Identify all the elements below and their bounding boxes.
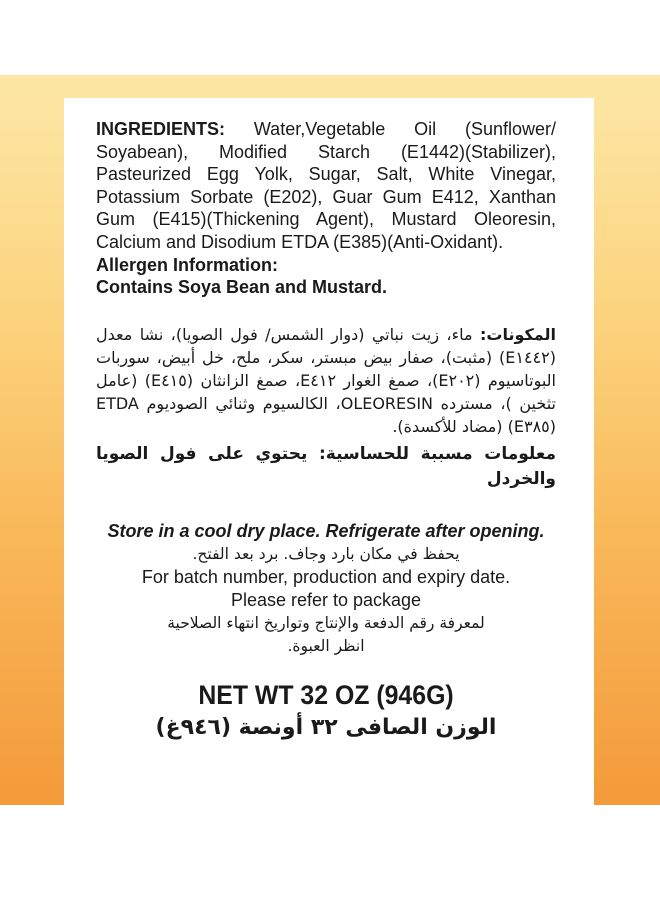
ingredients-en-text: Water,Vegetable Oil (Sunflower/ Soyabean), Modified Starch (E1442)(Stabilizer), Pasteurized Egg Yolk, Sugar, Salt, White Vinegar, Potassium Sorbate (E202), Guar Gum E412, Xanthan Gum (E415)(Thickening Agent), Mustard Oleoresin, Calcium and Disodium ETDA (E385)(Anti-Oxidant). [96,119,556,252]
allergen-ar: معلومات مسببة للحساسية: يحتوي على فول الصويا والخردل [96,443,556,489]
ingredients-ar-heading: المكونات: [479,324,557,344]
batch-ar-1: لمعرفة رقم الدفعة والإنتاج وتواريخ انتهاء الصلاحية [167,613,485,632]
net-weight-section [96,678,556,744]
ingredients-ar-text: ماء، زيت نباتي (دوار الشمس/ فول الصويا)، نشا معدل (E١٤٤٢) (مثبت)، صفار بيض مبستر، سكر، ملح، خل أبيض، سوربات البوتاسيوم (E٢٠٢)، صمغ الغوار E٤١٢، صمغ الزانثان (E٤١٥) (عامل تثخين )، مسترده OLEORESIN، الكالسيوم وثنائي الصوديوم ETDA (E٣٨٥) (مضاد للأكسدة). [96,324,556,436]
ingredients-ar [96,323,556,438]
allergen-en-text: Contains Soya Bean and Mustard. [96,277,388,298]
net-weight-en: NET WT 32 OZ (946G) [198,679,454,710]
batch-en-2: Please refer to package [230,589,422,610]
storage-section [96,520,556,658]
batch-ar-2: انظر العبوة. [287,636,365,655]
net-weight-ar: الوزن الصافى ٣٢ أونصة (٩٤٦غ) [155,714,497,740]
allergen-en-heading: Allergen Information: [96,254,279,275]
storage-ar: يحفظ في مكان بارد وجاف. برد بعد الفتح. [192,544,460,563]
label-content [96,118,556,744]
ingredients-en-heading: INGREDIENTS: [96,119,226,139]
storage-en: Store in a cool dry place. Refrigerate after opening. [107,520,545,541]
ingredients-en [96,118,556,254]
batch-en-1: For batch number, production and expiry date. [141,566,511,587]
